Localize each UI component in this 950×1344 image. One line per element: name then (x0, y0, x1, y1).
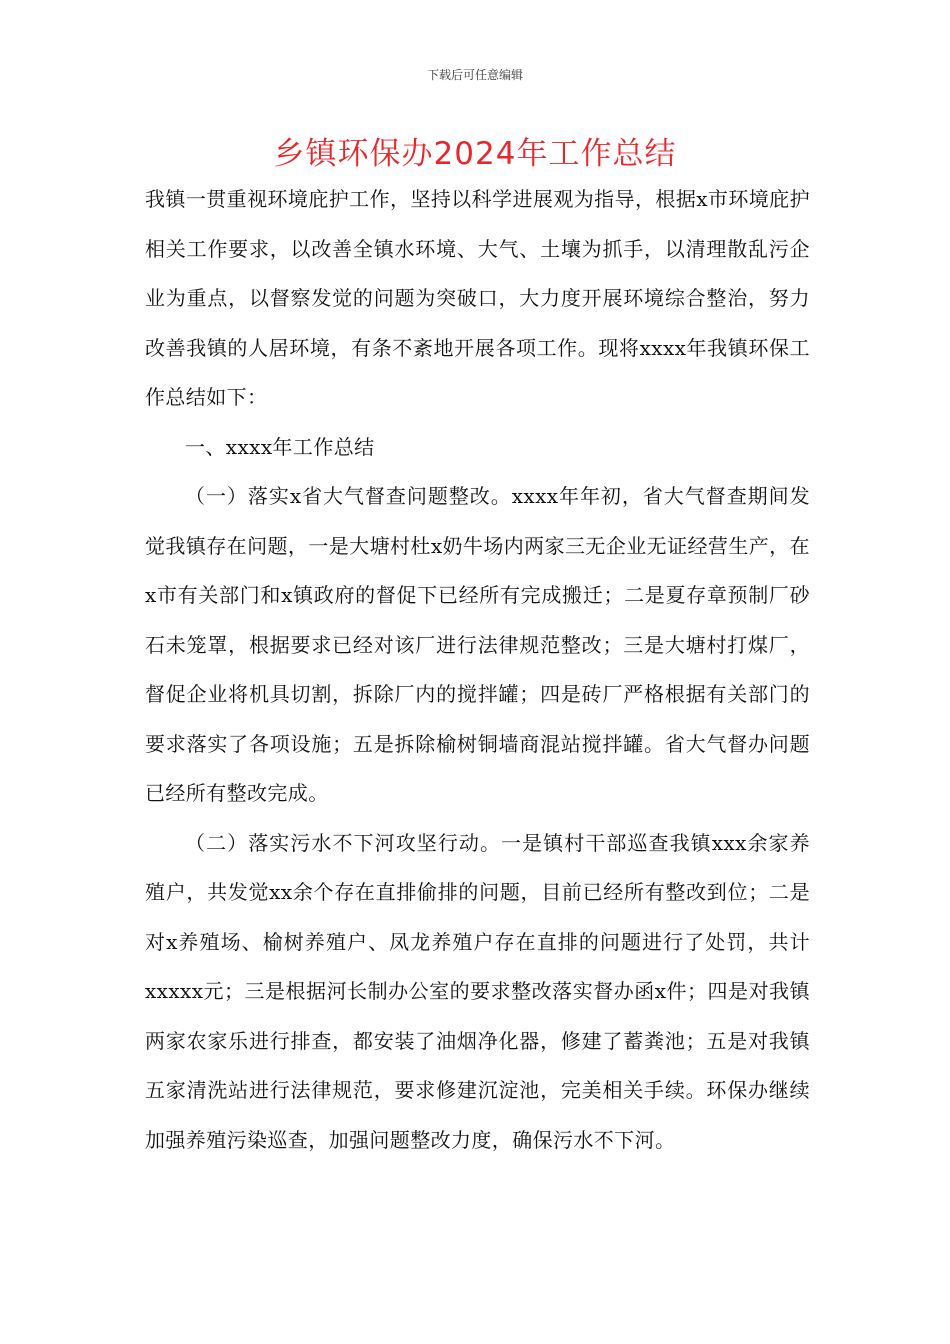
section-heading: 一、xxxx年工作总结 (185, 434, 375, 459)
section-paragraph-1: （一）落实x省大气督查问题整改。xxxx年年初，省大气督查期间发觉我镇存在问题，一是大塘村杜x奶牛场内两家三无企业无证经营生产，在x市有关部门和x镇政府的督促下已经所有完成搬迁；二是夏存章预制厂砂石未笼罩，根据要求已经对该厂进行法律规范整改；三是大塘村打煤厂，督促企业将机具切割，拆除厂内的搅拌罐；四是砖厂严格根据有关部门的要求落实了各项设施；五是拆除榆树铜墙商混站搅拌罐。省大气督办问题已经所有整改完成。 (145, 484, 810, 805)
section-paragraph-2: （二）落实污水不下河攻坚行动。一是镇村干部巡查我镇xxx余家养殖户，共发觉xx余个存在直排偷排的问题，目前已经所有整改到位；二是对x养殖场、榆树养殖户、凤龙养殖户存在直排的问题进行了处罚，共计xxxxx元；三是根据河长制办公室的要求整改落实督办函x件；四是对我镇两家农家乐进行排查，都安装了油烟净化器，修建了蓄粪池；五是对我镇五家清洗站进行法律规范，要求修建沉淀池，完美相关手续。环保办继续加强养殖污染巡查，加强问题整改力度，确保污水不下河。 (145, 830, 810, 1152)
intro-paragraph: 我镇一贯重视环境庇护工作，坚持以科学进展观为指导，根据x市环境庇护相关工作要求，以改善全镇水环境、大气、土壤为抓手，以清理散乱污企业为重点，以督察发觉的问题为突破口，大力度开展环境综合整治，努力改善我镇的人居环境，有条不紊地开展各项工作。现将xxxx年我镇环保工作总结如下： (145, 187, 810, 409)
page-header-note: 下载后可任意编辑 (426, 68, 523, 82)
document-title: 乡镇环保办2024年工作总结 (273, 136, 677, 172)
document-body (145, 175, 810, 1165)
